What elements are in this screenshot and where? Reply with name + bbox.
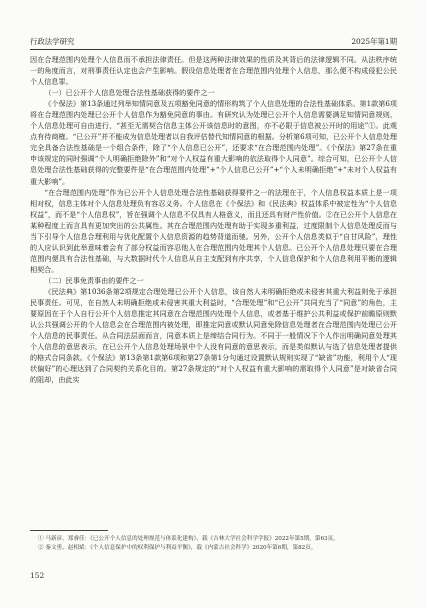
header-rule [30, 49, 397, 50]
paragraph: 《个保法》第13条通过列举知情同意及五项豁免同意的情形构筑了个人信息处理的合法性基础体系。第1款第6项将在合理范围内处理已公开个人信息作为豁免同意的事由。有研究认为处理已公开个人信息需要满足知情同意规则，个人信息处理可自由进行，“甚至无需契合信息主体公开该信息时的意图，亦不必限于信息被公开时的用途”①。此观点有待商榷。“已公开”并不能成为信息处理者以自我评估替代知情同意的根据。分析第6项可知，已公开个人信息处理完全具备合法性基础是一个组合条件，除了“个人信息已公开”，还要求“在合理范围内处理”。《个保法》第27条在重申该规定的同时强调“个人明确拒绝除外”和“对个人权益有重大影响的依法取得个人同意”。综合可知，已公开个人信息处理合法性基础获得的完整要件是“在合理范围内处理”+“个人信息已公开”+“个人未明确拒绝”+“未对个人权益有重大影响”。 [30, 99, 397, 186]
paragraph: 因在合理范围内处理个人信息而不承担法律责任。但是这两种法律效果的性质及其背后的法律逻辑不同。从法秩序统一的角度而言，对刑事责任认定也会产生影响。假设信息处理者在合理范围内处理个人信息，那么便不构成侵犯公民个人信息罪。 [30, 55, 397, 87]
journal-title: 行政法学研究 [30, 37, 75, 46]
section-heading: （一）已公开个人信息处理合法性基础获得的要件之一 [44, 88, 215, 98]
page-number: 152 [30, 571, 45, 580]
footnote: ① 马新彦、郑睿佳：《已公开个人信息的处理规范与体系化建构》，载《吉林大学社会科学学报》2022年第5期，第63页。 [38, 536, 339, 542]
footnote: ② 秦文勇、赵相斌：《个人信息保护中的权利保护与利益平衡》，载《内蒙古社会科学》2020年第6期，第82页。 [38, 545, 317, 552]
article-body [30, 54, 397, 385]
section-heading: （二）民事免责事由的要件之一 [44, 275, 144, 285]
footnote-rule [30, 530, 108, 531]
footnotes [30, 535, 397, 553]
running-header [30, 33, 397, 47]
paragraph: 《民法典》第1036条第2项规定合理处理已公开个人信息，该自然人未明确拒绝或未侵害其重大利益则免于承担民事责任。可见，在自然人未明确拒绝或未侵害其重大利益时，“合理处理”和“已公开”共同充当了“同意”的角色，主要原因在于个人自行公开个人信息推定其同意在合理范围内处理个人信息，或者基于维护公共利益或保护前瞻原则默认公共强调公开的个人信息会在合理范围内被处理，即推定同意或默认同意免除信息处理者在合理范围内处理已公开个人信息的民事责任。从合同法层面而言，同意本质上是缔结合同行为。不同于一般情况下个人作出明确同意处理其个人信息的意思表示，在已公开个人信息处理场景中个人没有同意的意思表示，而是类似默认与选了信息处理者提供的格式合同条款。《个保法》第13条第1款第6项和第27条第1分句通过设置默认规则实现了“缺省”功能，利用个人“现状偏好”的心理达到了合同契约关系化目的。第27条规定的“对个人权益有重大影响的需取得个人同意”是对缺省合同的阻却，由此实 [30, 286, 397, 385]
issue-label: 2025年第1期 [351, 37, 397, 46]
paragraph: “在合理范围内处理”作为已公开个人信息处理合法性基础获得要件之一的法理在于，个人信息权益本质上是一项相对权，信息主体对个人信息处理负有容忍义务。个人信息在《个保法》和《民法典》权益体系中被定性为“个人信息权益”，而不是“个人信息权”，旨在强调个人信息不仅具有人格意义，而且还具有财产性价值。②在已公开个人信息在某种程度上而言具有更加突出的公共属性。其在合理范围内处理有助于实现多重利益，过度限制个人信息处理反而与当下引导个人信息合理利用与优化配置个人信息资源的趋势背道而驰。另外，公开个人信息类似于“自甘风险”，理性的人应认识到此举意味着会有了部分权益而容忍他人在合理范围内处理其个人信息。已公开个人信息处理只要在合理范围内便具有合法性基础，与大数据时代个人信息从自主支配到有序共享，个人信息保护和个人信息利用平衡的逻辑相契合。 [30, 187, 397, 274]
